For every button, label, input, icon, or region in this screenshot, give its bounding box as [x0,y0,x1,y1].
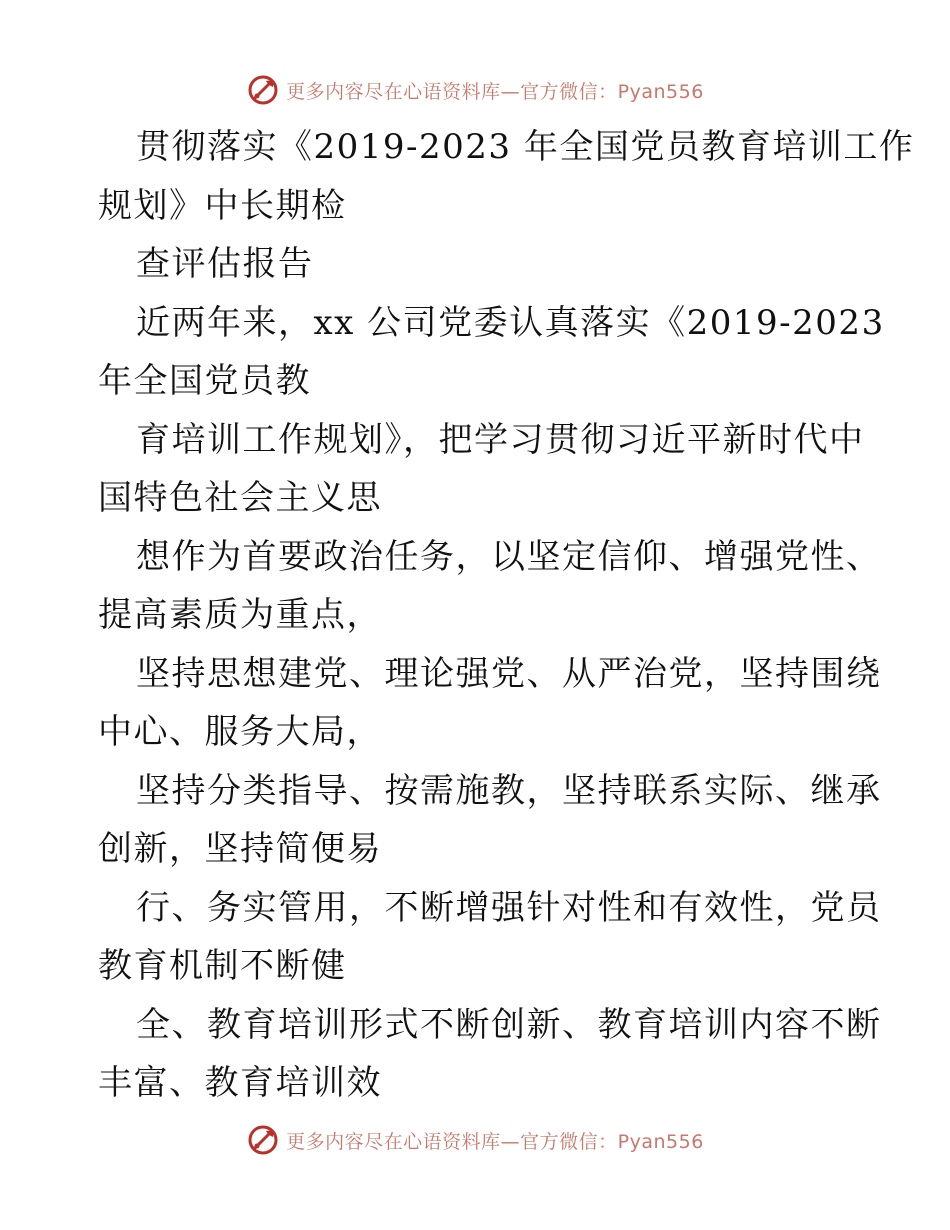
quill-seal-icon [246,1123,280,1157]
text-line: 行、务实管用，不断增强针对性和有效性，党员 [136,887,882,928]
watermark-text: 更多内容尽在心语资料库—官方微信：Pyan556 [286,80,704,103]
text-line: 想作为首要政治任务，以坚定信仰、增强党性、 [136,536,882,577]
text-line: 提高素质为重点， [98,595,382,635]
text-line: 规划》中长期检 [98,185,347,226]
text-line: 坚持思想建党、理论强党、从严治党，坚持围绕 [136,653,882,694]
text-line: 年全国党员教 [98,361,311,401]
footer-watermark [0,1120,950,1160]
text-line: 中心、服务大局， [98,712,382,752]
document-body [98,118,915,1113]
text-line: 育培训工作规划》，把学习贯彻习近平新时代中 [136,419,865,460]
text-line: 教育机制不断健 [98,946,347,986]
text-line: 丰富、教育培训效 [98,1063,382,1103]
header-watermark [0,70,950,110]
quill-seal-icon [246,73,280,107]
text-line: 国特色社会主义思 [98,478,382,518]
text-line: 贯彻落实《2019-2023 年全国党员教育培训工作 [136,127,915,167]
watermark-text: 更多内容尽在心语资料库—官方微信：Pyan556 [286,1130,704,1153]
text-line: 全、教育培训形式不断创新、教育培训内容不断 [136,1004,882,1045]
text-line: 坚持分类指导、按需施教，坚持联系实际、继承 [136,770,882,811]
text-line: 查评估报告 [136,244,314,284]
text-line: 近两年来，xx 公司党委认真落实《2019-2023 [136,302,885,343]
text-line: 创新，坚持简便易 [98,829,382,869]
